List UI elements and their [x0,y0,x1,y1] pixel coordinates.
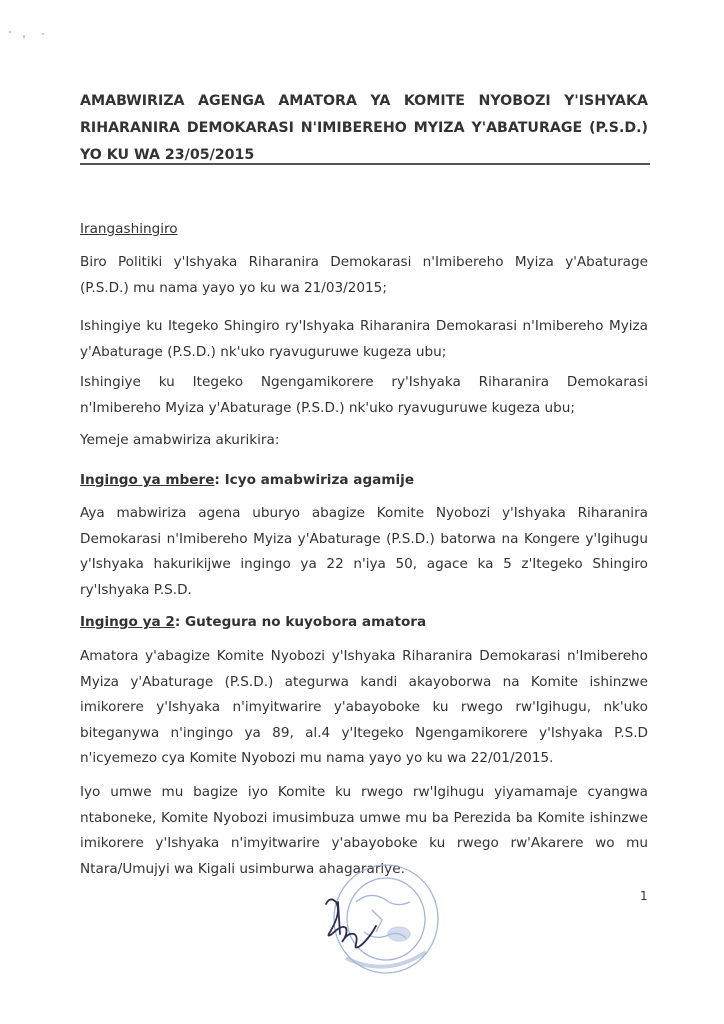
party-stamp [306,862,440,988]
article-2-paragraph: Amatora y'abagize Komite Nyobozi y'Ishyaka Riharanira Demokarasi n'Imibereho Myiza y'Abaturage (P.S.D.) ategurwa kandi akayoborwa na Komite ishinzwe imikorere y'Ishyaka n'imyitwarire y'abayoboke ku rwego rw'Igihugu, nk'uko biteganywa n'ingingo ya 89, al.4 y'Itegeko Ngengamikorere y'Ishyaka P.S.D n'icyemezo cya Komite Nyobozi mu nama yayo yo ku wa 22/01/2015. [80,648,648,766]
preamble-heading: Irangashingiro [80,221,178,237]
scan-speck [42,33,44,35]
preamble-paragraph: Ishingiye ku Itegeko Shingiro ry'Ishyaka Riharanira Demokarasi n'Imibereho Myiza y'Abaturage (P.S.D.) nk'uko ryavuguruwe kugeza ubu; [80,318,648,360]
preamble-paragraph: Ishingiye ku Itegeko Ngengamikorere ry'Ishyaka Riharanira Demokarasi n'Imibereho Myiza y'Abaturage (P.S.D.) nk'uko ryavuguruwe kugeza ubu; [80,374,648,416]
preamble-paragraph: Biro Politiki y'Ishyaka Riharanira Demokarasi n'Imibereho Myiza y'Abaturage (P.S.D.) mu nama yayo yo ku wa 21/03/2015; [80,254,648,296]
scan-speck [23,35,25,38]
article-1-number: Ingingo ya mbere [80,472,215,488]
article-1-heading [80,470,648,490]
title-divider [80,163,650,165]
article-2-paragraph: Iyo umwe mu bagize iyo Komite ku rwego rw'Igihugu yiyamamaje cyangwa ntaboneke, Komite Nyobozi imusimbuza umwe mu ba Perezida ba Komite ishinzwe imikorere y'Ishyaka n'imyitwarire y'abayoboke ku rwego rw'Akarere wo mu Ntara/Umujyi wa Kigali usimburwa ahagarariye. [80,784,648,877]
article-2-number: Ingingo ya 2 [80,614,175,630]
article-2-title: : Gutegura no kuyobora amatora [174,614,427,630]
preamble-paragraph: Yemeje amabwiriza akurikira: [80,432,280,448]
signature [326,899,376,947]
stamp-seal [334,865,438,973]
article-1-text: Aya mabwiriza agena uburyo abagize Komite Nyobozi y'Ishyaka Riharanira Demokarasi n'Imibereho Myiza y'Abaturage (P.S.D.) batorwa na Kongere y'Igihugu y'Ishyaka hakurikijwe ingingo ya 22 n'iya 50, agace ka 5 z'Itegeko Shingiro ry'Ishyaka P.S.D. [80,505,648,598]
document-title: AMABWIRIZA AGENGA AMATORA YA KOMITE NYOBOZI Y'ISHYAKA RIHARANIRA DEMOKARASI N'IMIBEREHO MYIZA Y'ABATURAGE (P.S.D.) YO KU WA 23/05/2015 [80,93,648,163]
scan-speck [9,31,11,33]
article-2-heading [80,612,648,632]
page-number: 1 [640,889,648,903]
article-1-title: : Icyo amabwiriza agamije [214,472,415,488]
